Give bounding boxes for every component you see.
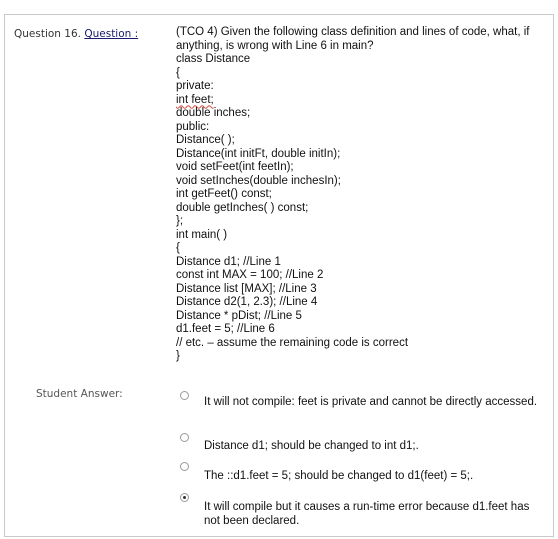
- question-line: (TCO 4) Given the following class definition and lines of code, what, if: [176, 26, 530, 38]
- code-line: Distance(int initFt, double initIn);: [176, 147, 341, 160]
- answer-text: The ::d1.feet = 5; should be changed to d1(feet) = 5;.: [204, 470, 474, 482]
- code-line: Distance * pDist; //Line 5: [176, 309, 302, 322]
- code-line: Distance d1; //Line 1: [176, 255, 281, 268]
- code-line: int main( ): [176, 228, 228, 241]
- answer-text: Distance d1; should be changed to int d1;.: [204, 440, 419, 452]
- answer-option-text-4: [176, 500, 548, 528]
- code-line: Distance d2(1, 2.3); //Line 4: [176, 296, 318, 308]
- answer-text: It will not compile: feet is private and cannot be directly accessed.: [204, 396, 538, 408]
- answer-text: It will compile but it causes a run-time error because d1.feet has not been declared.: [204, 501, 530, 527]
- code-line: Distance list [MAX]; //Line 3: [176, 282, 317, 295]
- code-line: void setFeet(int feetIn);: [176, 161, 294, 173]
- code-line: Distance( );: [176, 134, 235, 146]
- question-number: [14, 28, 138, 40]
- code-line: d1.feet = 5; //Line 6: [176, 323, 275, 335]
- code-line: int getFeet() const;: [176, 188, 272, 200]
- code-line: public:: [176, 120, 210, 133]
- student-answer-label: Student Answer:: [36, 388, 123, 400]
- code-line: {: [176, 66, 180, 79]
- question-link[interactable]: Question :: [84, 28, 139, 40]
- code-line: // etc. – assume the remaining code is correct: [176, 336, 409, 349]
- question-number-label: Question 16.: [14, 28, 81, 40]
- question-line: anything, is wrong with Line 6 in main?: [176, 39, 374, 52]
- code-line: }: [176, 350, 180, 362]
- answer-option-text-1: [176, 395, 548, 409]
- code-line: };: [176, 215, 184, 227]
- question-text: [176, 26, 548, 364]
- code-line: class Distance: [176, 53, 251, 65]
- answer-option-text-2: [176, 439, 548, 453]
- code-line: double getInches( ) const;: [176, 201, 309, 214]
- code-line: double inches;: [176, 107, 251, 119]
- code-line: void setInches(double inchesIn);: [176, 174, 341, 187]
- code-line: int feet;: [176, 93, 214, 106]
- code-line: private:: [176, 80, 214, 92]
- code-line: {: [176, 242, 180, 254]
- code-line: const int MAX = 100; //Line 2: [176, 269, 324, 281]
- answer-option-text-3: [176, 469, 548, 483]
